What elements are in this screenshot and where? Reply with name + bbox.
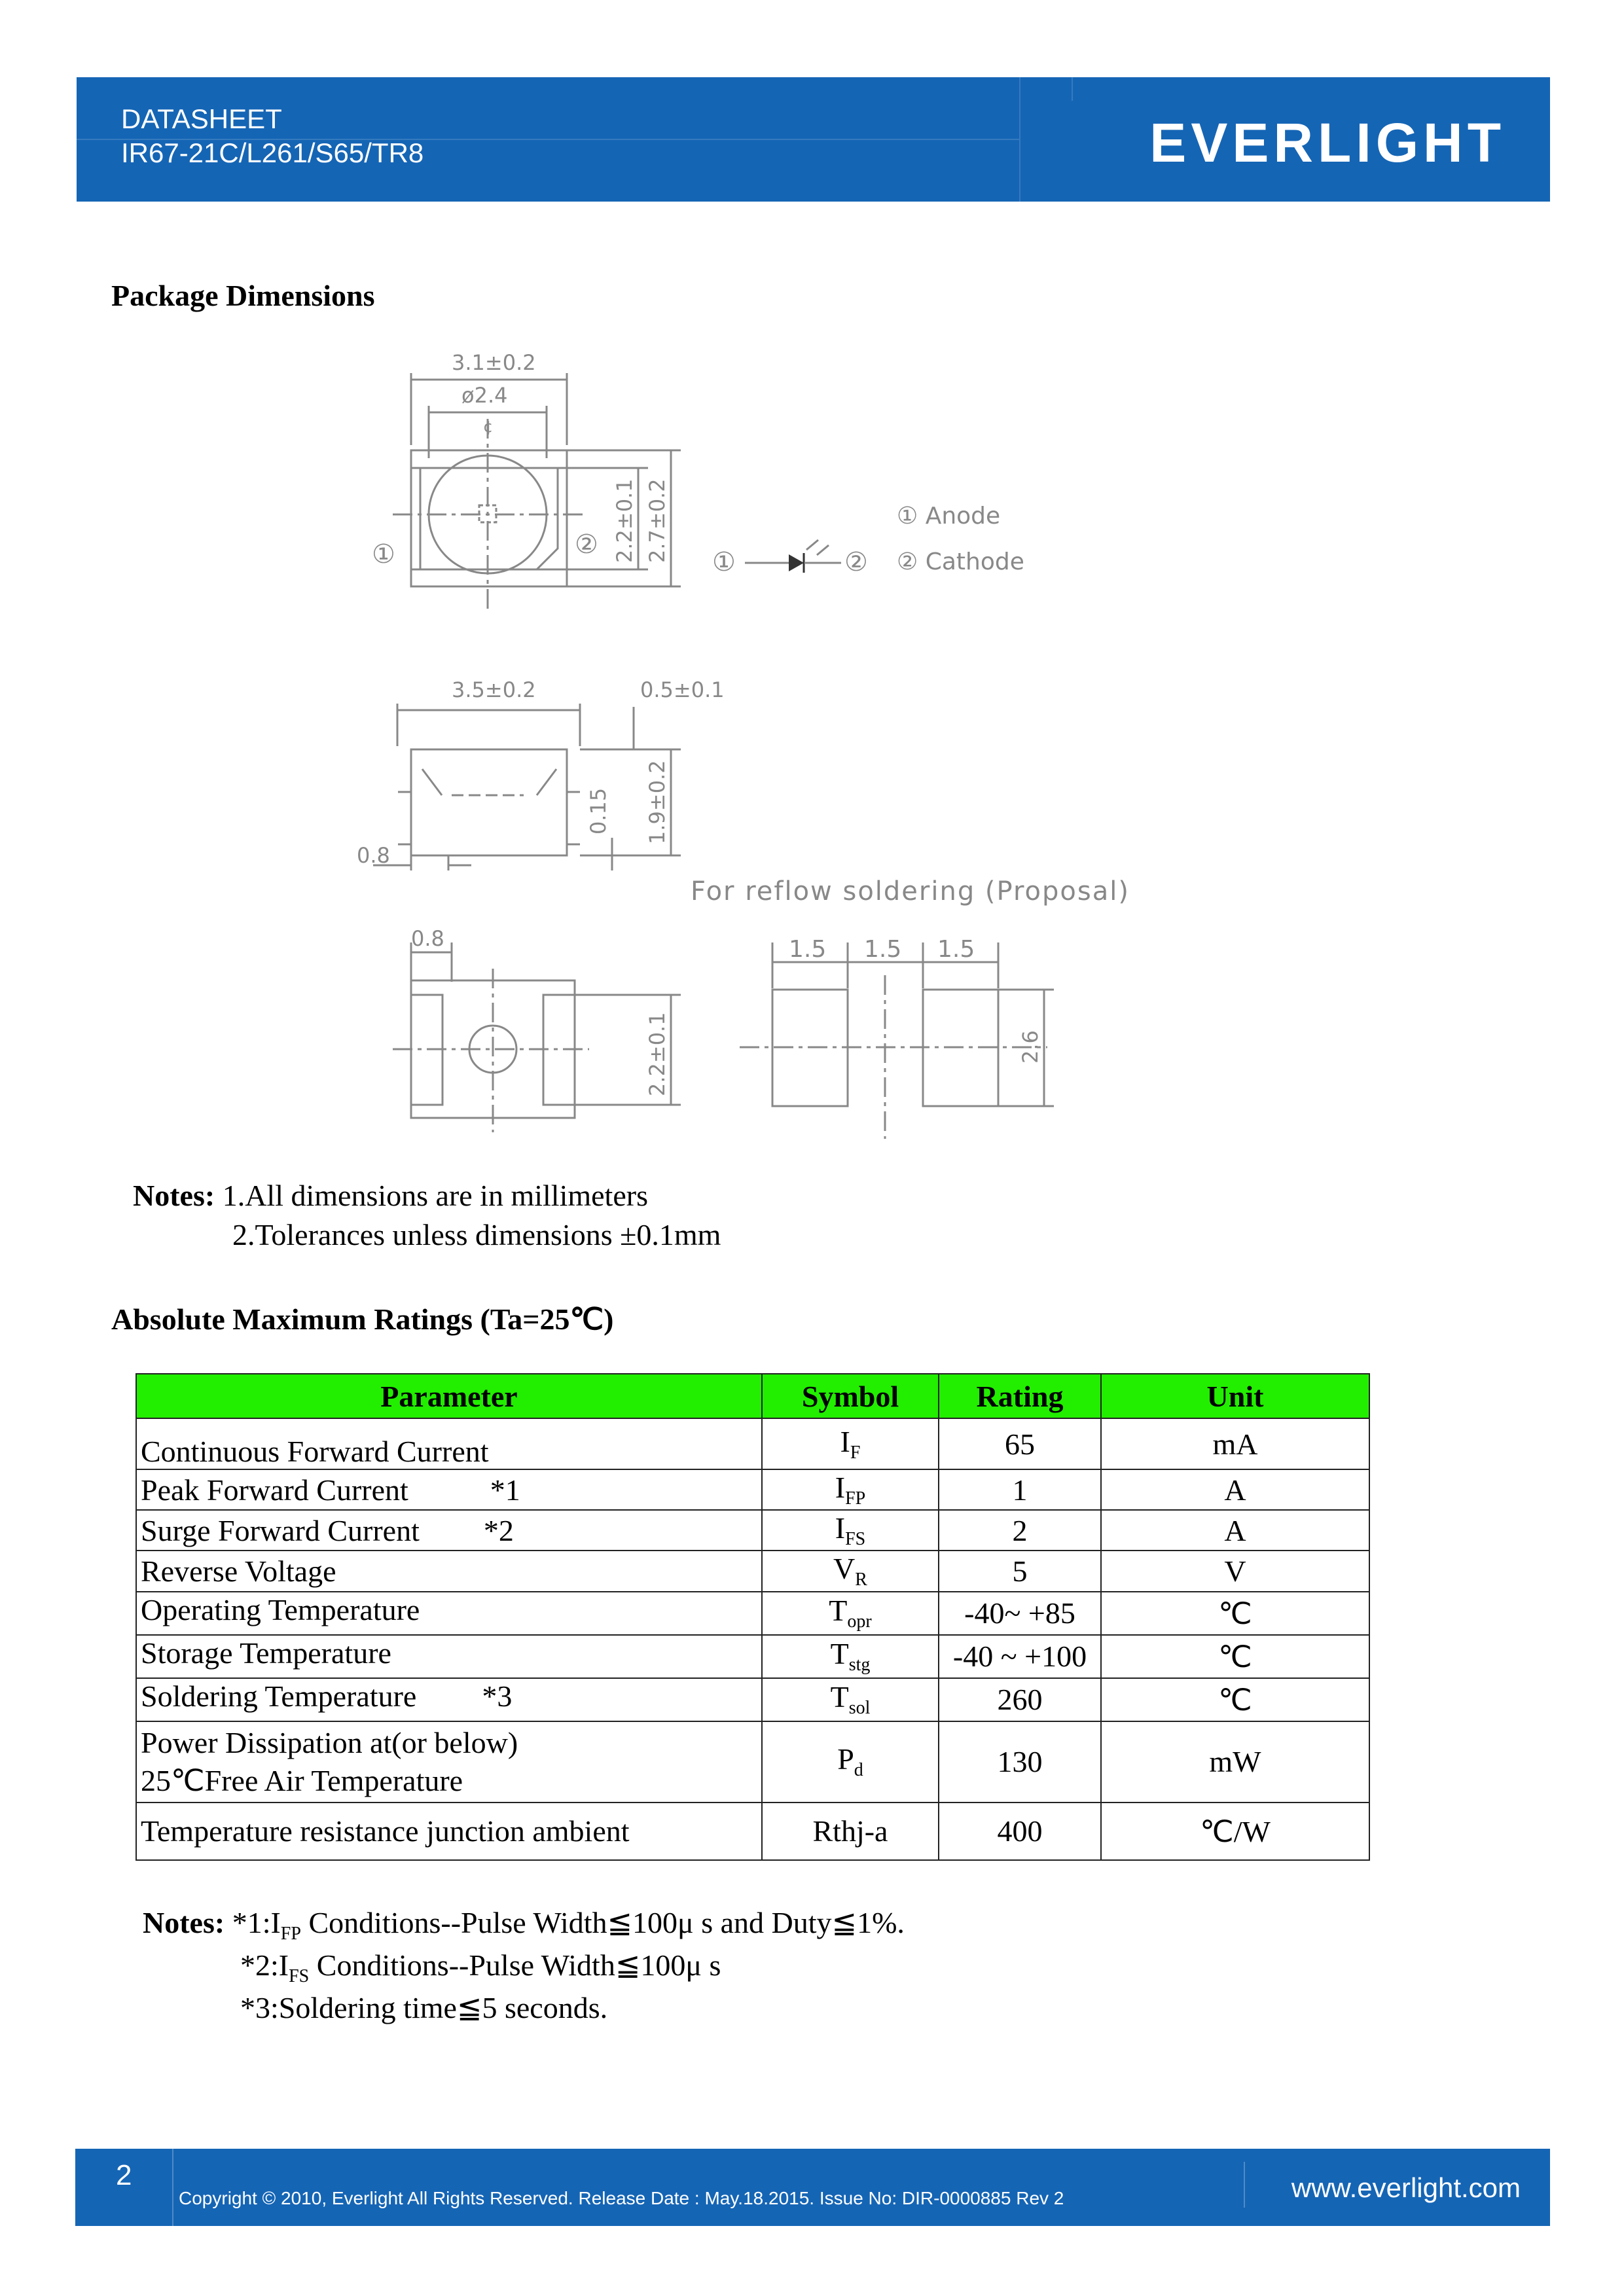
symbol-cell: $T_{sol}$ [762, 1678, 939, 1721]
table-row [136, 1592, 1369, 1635]
notes-1 [133, 1178, 648, 1213]
param-cell: Peak Forward Current *1 [136, 1469, 762, 1510]
rating-cell: -40~ +85 [939, 1592, 1101, 1635]
unit-cell: A [1101, 1510, 1369, 1551]
diode-icon [789, 554, 804, 571]
unit-cell: A [1101, 1469, 1369, 1510]
table-row [136, 1510, 1369, 1551]
param-cell: Power Dissipation at(or below) 25℃Free Air Temperature [136, 1721, 762, 1803]
dim-bottom-height: 2.2±0.1 [645, 1012, 670, 1096]
dim-width: 3.1±0.2 [452, 350, 536, 375]
symbol-cell: $P_d$ [762, 1721, 939, 1803]
note-3: *3:Soldering time≦5 seconds. [240, 1991, 608, 2024]
footer-banner [75, 2149, 1550, 2226]
param-cell: Soldering Temperature *3 [136, 1678, 762, 1721]
reflow-dim-1: 1.5 [789, 936, 827, 963]
top-view [393, 373, 681, 609]
unit-cell: ℃/W [1101, 1803, 1369, 1860]
table-row [136, 1678, 1369, 1721]
symbol-cell: $T_{stg}$ [762, 1635, 939, 1678]
page-number: 2 [116, 2159, 132, 2191]
dim-pad-side: 0.8 [357, 843, 390, 868]
notes-label: Notes: [133, 1179, 215, 1212]
everlight-logo: EVERLIGHT [1149, 112, 1506, 173]
rating-cell: 5 [939, 1551, 1101, 1591]
doc-type: DATASHEET [121, 103, 282, 134]
reflow-pads [740, 942, 1054, 1139]
symbol-cell: $I_{FP}$ [762, 1469, 939, 1510]
dim-length: 3.5±0.2 [452, 677, 536, 702]
symbol-cell: $I_F$ [762, 1418, 939, 1469]
param-cell: Continuous Forward Current [136, 1418, 762, 1469]
rating-cell: 130 [939, 1721, 1101, 1803]
unit-cell: ℃ [1101, 1635, 1369, 1678]
reflow-dim-3: 1.5 [937, 936, 975, 963]
symbol-cell: Rthj-a [762, 1803, 939, 1860]
centerline-label: ¢ [483, 418, 494, 436]
reflow-dim-2: 1.5 [864, 936, 902, 963]
dim-lens: ø2.4 [461, 383, 508, 408]
dim-height-inner: 2.2±0.1 [612, 478, 637, 563]
note-item: 1.All dimensions are in millimeters [222, 1179, 648, 1212]
pin2-label: ② [575, 529, 598, 560]
schematic-pin2: ② [844, 547, 868, 577]
notes-2 [143, 1905, 905, 1945]
copyright: Copyright © 2010, Everlight All Rights Reserved. Release Date : May.18.2015. Issue No: DIR-0000885 Rev 2 [179, 2188, 1064, 2208]
table-header-row [136, 1374, 1369, 1418]
rating-cell: 2 [939, 1510, 1101, 1551]
part-number: IR67-21C/L261/S65/TR8 [121, 137, 424, 168]
symbol-cell: $T_{opr}$ [762, 1592, 939, 1635]
param-cell: Storage Temperature [136, 1635, 762, 1678]
unit-cell: mA [1101, 1418, 1369, 1469]
notes-label: Notes: [143, 1906, 225, 1939]
dim-height-outer: 2.7±0.2 [645, 478, 670, 563]
bottom-view [393, 942, 681, 1132]
col-symbol: Symbol [762, 1374, 939, 1418]
param-cell: Operating Temperature [136, 1592, 762, 1635]
dim-pad-bottom: 0.8 [411, 926, 444, 951]
rating-cell: 260 [939, 1678, 1101, 1721]
note-item: 2.Tolerances unless dimensions ±0.1mm [232, 1218, 721, 1251]
dim-body-height: 1.9±0.2 [645, 760, 670, 844]
rating-cell: 400 [939, 1803, 1101, 1860]
rating-cell: 65 [939, 1418, 1101, 1469]
unit-cell: ℃ [1101, 1678, 1369, 1721]
unit-cell: V [1101, 1551, 1369, 1591]
section-title-ratings: Absolute Maximum Ratings (Ta=25℃) [111, 1302, 614, 1336]
pin1-label: ① [372, 539, 395, 569]
col-rating: Rating [939, 1374, 1101, 1418]
section-title-package: Package Dimensions [111, 279, 375, 312]
table-row [136, 1551, 1369, 1591]
legend-cathode: ② Cathode [897, 548, 1024, 575]
param-cell: Reverse Voltage [136, 1551, 762, 1591]
col-unit: Unit [1101, 1374, 1369, 1418]
dim-thickness: 0.15 [586, 787, 611, 834]
note-1: $*1:I_{FP}$ Conditions--Pulse Width≦100μ s and Duty≦1%. [232, 1906, 905, 1945]
dim-lead: 0.5±0.1 [640, 677, 725, 702]
unit-cell: ℃ [1101, 1592, 1369, 1635]
symbol-cell: $V_R$ [762, 1551, 939, 1591]
unit-cell: mW [1101, 1721, 1369, 1803]
ratings-table [135, 1373, 1370, 1861]
legend-anode: ① Anode [897, 503, 1001, 529]
rating-cell: -40 ~ +100 [939, 1635, 1101, 1678]
table-row [136, 1418, 1369, 1469]
note-2: $*2:I_{FS}$ Conditions--Pulse Width≦100μ s [240, 1948, 721, 1987]
symbol-cell: $I_{FS}$ [762, 1510, 939, 1551]
param-cell: Surge Forward Current *2 [136, 1510, 762, 1551]
rating-cell: 1 [939, 1469, 1101, 1510]
schematic-pin1: ① [712, 547, 736, 577]
col-parameter: Parameter [136, 1374, 762, 1418]
table-row [136, 1469, 1369, 1510]
table-row [136, 1635, 1369, 1678]
table-row [136, 1803, 1369, 1860]
reflow-height: 2.6 [1018, 1030, 1043, 1064]
website-link[interactable]: www.everlight.com [1291, 2172, 1521, 2203]
reflow-title: For reflow soldering (Proposal) [691, 876, 1130, 906]
table-row [136, 1721, 1369, 1803]
param-cell: Temperature resistance junction ambient [136, 1803, 762, 1860]
side-view [373, 704, 681, 870]
